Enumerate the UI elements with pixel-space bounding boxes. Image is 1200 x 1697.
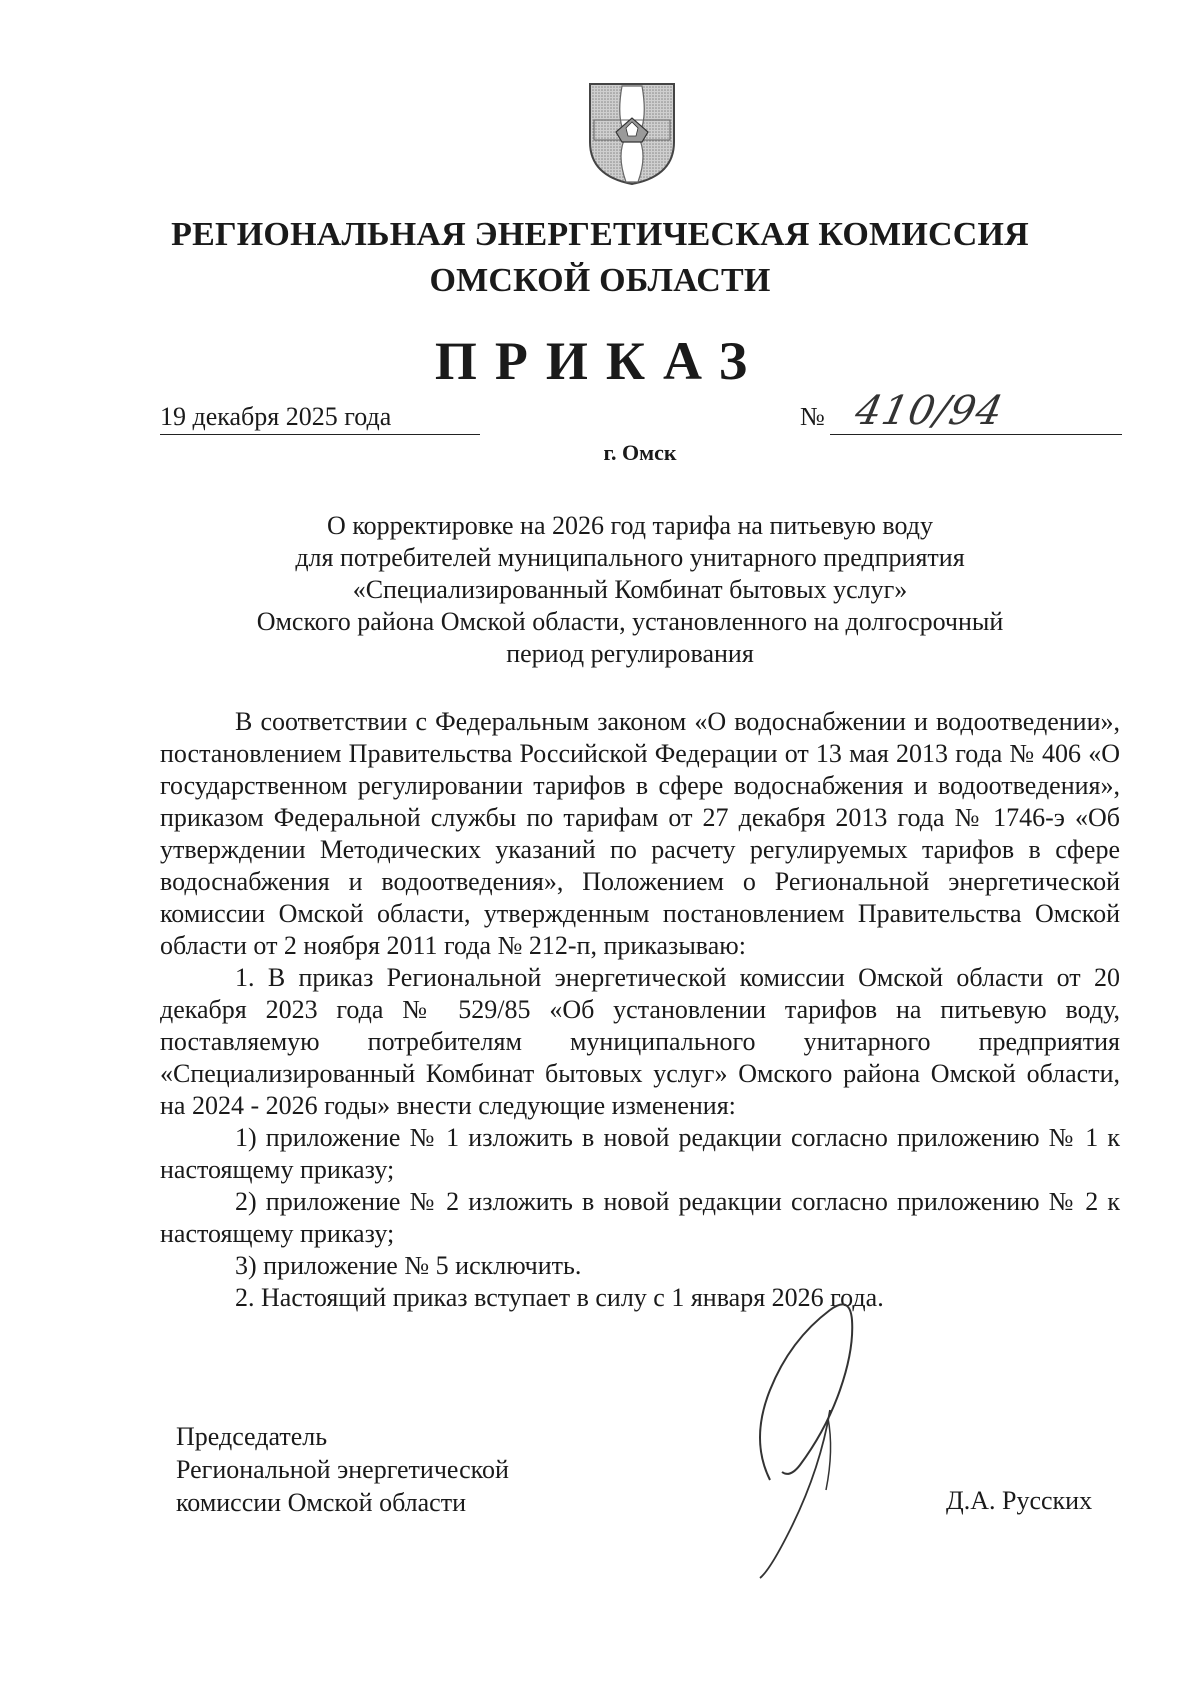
city: г. Омск — [603, 440, 677, 465]
org-name-line1: РЕГИОНАЛЬНАЯ ЭНЕРГЕТИЧЕСКАЯ КОМИССИЯ — [171, 216, 1029, 253]
order-number-handwritten: 410/94 — [851, 388, 1008, 434]
clause-1: 1. В приказ Региональной энергетической комиссии Омской области от 20 декабря 2023 года № 529/85 «Об установлении тарифов на питьевую воду, поставляемую потребителям муниципального унитарного предприятия «Специализированный Комбинат бытовых услуг» Омского района Омской области, на 2024 - 2026 годы» внести следующие изменения: — [160, 963, 1120, 1120]
org-name-line2: ОМСКОЙ ОБЛАСТИ — [429, 262, 771, 299]
title-line: О корректировке на 2026 год тарифа на питьевую воду — [327, 511, 933, 540]
document-title — [150, 510, 1110, 670]
document-type-heading: ПРИКАЗ — [434, 331, 766, 391]
handwritten-signature — [730, 1290, 900, 1580]
order-number-underline — [830, 434, 1122, 435]
subclause-1: 1) приложение № 1 изложить в новой редакции согласно приложению № 1 к настоящему приказу; — [160, 1123, 1120, 1184]
signatory-title-line: Региональной энергетической — [176, 1455, 509, 1484]
signatory-title-line: комиссии Омской области — [176, 1488, 466, 1517]
subclause-2: 2) приложение № 2 изложить в новой редакции согласно приложению № 2 к настоящему приказу; — [160, 1187, 1120, 1248]
order-date: 19 декабря 2025 года — [160, 402, 480, 435]
document-body — [160, 706, 1120, 1314]
title-line: «Специализированный Комбинат бытовых услуг» — [352, 575, 908, 604]
signatory-name: Д.А. Русских — [946, 1486, 1093, 1515]
title-line: для потребителей муниципального унитарного предприятия — [295, 543, 965, 572]
order-number-label: № — [800, 402, 825, 431]
signatory-title-line: Председатель — [176, 1422, 328, 1451]
clause-2: 2. Настоящий приказ вступает в силу с 1 января 2026 года. — [235, 1283, 884, 1312]
title-line: период регулирования — [506, 639, 754, 668]
title-line: Омского района Омской области, установленного на долгосрочный — [256, 607, 1004, 636]
omsk-region-coat-of-arms-icon — [586, 80, 678, 188]
preamble-paragraph: В соответствии с Федеральным законом «О водоснабжении и водоотведении», постановлением Правительства Российской Федерации от 13 мая 2013 года № 406 «О государственном регулировании тарифов в сфере водоснабжения и водоотведения», приказом Федеральной службы по тарифам от 27 декабря 2013 года № 1746-э «Об утверждении Методических указаний по расчету регулируемых тарифов в сфере водоснабжения и водоотведения», Положением о Региональной энергетической комиссии Омской области, утвержденным постановлением Правительства Омской области от 2 ноября 2011 года № 212-п, приказываю: — [160, 707, 1120, 960]
subclause-3: 3) приложение № 5 исключить. — [235, 1251, 582, 1280]
signatory-title — [176, 1420, 509, 1519]
